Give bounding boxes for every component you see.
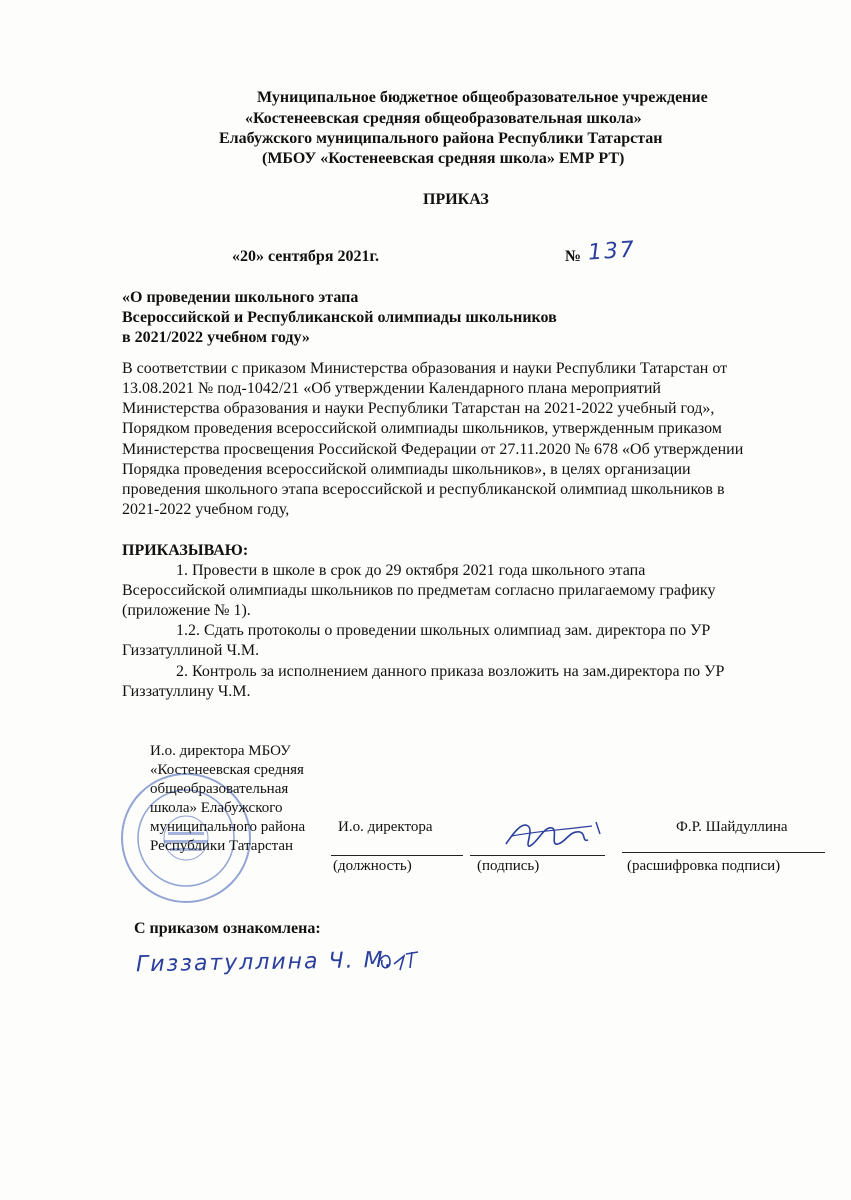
org-name-line-3: Елабужского муниципального района Республики Татарстан [219, 130, 663, 147]
order-item: 1. Провести в школе в срок до 29 октября 2021 года школьного этапа [176, 562, 646, 579]
signatory-org-line: общеобразовательная [150, 781, 289, 797]
preamble-line: проведения школьного этапа всероссийской и республиканской олимпиад школьников в [122, 481, 725, 498]
document-title: ПРИКАЗ [423, 191, 489, 208]
order-item: Гиззатуллиной Ч.М. [122, 642, 260, 659]
signatory-org-line: Республики Татарстан [150, 838, 294, 854]
signatory-org-line: школа» Елабужского [150, 800, 283, 816]
signatory-org-line: муниципального района [150, 819, 306, 835]
acknowledgement-handwritten-name: Гиззатуллина Ч. М. [135, 947, 394, 978]
caption-position: (должность) [333, 858, 412, 874]
preamble-line: 13.08.2021 № под-1042/21 «Об утверждении Календарного плана мероприятий [122, 380, 661, 397]
subject-line-1: «О проведении школьного этапа [122, 289, 359, 306]
acknowledgement-label: С приказом ознакомлена: [134, 920, 321, 937]
handwritten-signature-icon [500, 812, 610, 858]
preamble-line: 2021-2022 учебном году, [122, 501, 290, 518]
order-date: «20» сентября 2021г. [232, 248, 379, 265]
preamble-line: В соответствии с приказом Министерства образования и науки Республики Татарстан от [122, 360, 728, 377]
caption-signature: (подпись) [477, 858, 540, 874]
acknowledgement-initials-icon [374, 946, 424, 976]
order-item: (приложение № 1). [122, 602, 251, 619]
signatory-name: Ф.Р. Шайдуллина [676, 819, 788, 835]
order-item: 1.2. Сдать протоколы о проведении школьных олимпиад зам. директора по УР [176, 622, 711, 639]
org-name-line-4: (МБОУ «Костенеевская средняя школа» ЕМР РТ) [262, 150, 625, 167]
subject-line-3: в 2021/2022 учебном году» [122, 329, 310, 346]
order-number-handwritten: 137 [587, 237, 637, 266]
signature-underline [470, 855, 605, 856]
signatory-position: И.о. директора [338, 819, 433, 835]
preamble-line: Порядка проведения всероссийской олимпиады школьников», в целях организации [122, 461, 691, 478]
org-name-line-2: «Костенеевская средняя общеобразовательная школа» [245, 110, 642, 127]
order-item: Всероссийской олимпиады школьников по предметам согласно прилагаемому графику [122, 582, 716, 599]
caption-decode: (расшифровка подписи) [627, 858, 781, 874]
decode-underline [622, 852, 825, 853]
org-name-line-1: Муниципальное бюджетное общеобразовательное учреждение [257, 89, 708, 106]
position-underline [331, 855, 463, 856]
preamble-line: Министерства образования и науки Республики Татарстан на 2021-2022 учебный год», [122, 400, 715, 417]
order-keyword: ПРИКАЗЫВАЮ: [122, 542, 249, 559]
order-item: 2. Контроль за исполнением данного приказа возложить на зам.директора по УР [176, 663, 725, 680]
signatory-org-line: И.о. директора МБОУ [150, 743, 291, 759]
signatory-org-line: «Костенеевская средняя [150, 762, 304, 778]
order-item: Гиззатуллину Ч.М. [122, 683, 251, 700]
subject-line-2: Всероссийской и Республиканской олимпиады школьников [122, 309, 557, 326]
preamble-line: Порядком проведения всероссийской олимпиады школьников, утвержденным приказом [122, 420, 722, 437]
preamble-line: Министерства просвещения Российской Федерации от 27.11.2020 № 678 «Об утверждении [122, 441, 744, 458]
order-number-label: № [565, 248, 582, 265]
